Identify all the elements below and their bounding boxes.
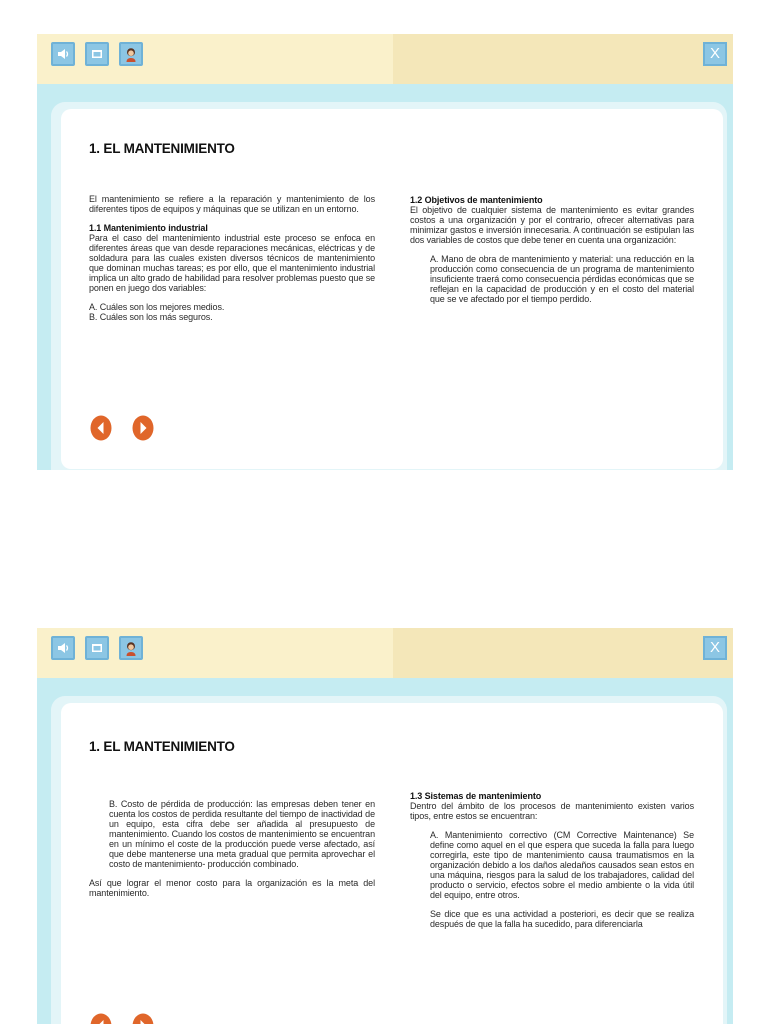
arrow-left-icon (90, 1013, 112, 1024)
audio-button[interactable] (51, 42, 75, 66)
speaker-icon (56, 47, 70, 61)
arrow-left-icon (90, 415, 112, 441)
list-item-a-corrective: A. Mantenimiento correctivo (CM Corrective Maintenance) Se define como aquel en el que espera que suceda la falla para luego corregirla, este tipo de mantenimiento causa traumatismos en la organización debido a los daños aledaños causados sean estos en una máquina, riesgos para la salud de los trabajadores, calidad del producto o servicio, efectos sobre el medio ambiente o la vida útil del equipo, entre otros. (430, 830, 694, 900)
top-toolbar (37, 628, 733, 678)
person-icon (123, 46, 139, 62)
list-item-b: B. Cuáles son los más seguros. (89, 312, 213, 322)
list-item-a: A. Cuáles son los mejores medios. (89, 302, 225, 312)
section-body-1-3: Dentro del ámbito de los procesos de mantenimiento existen varios tipos, entre estos se encuentran: (410, 801, 694, 821)
section-heading-1-1: 1.1 Mantenimiento industrial (89, 223, 208, 233)
slide-2 (37, 628, 733, 1024)
right-column (410, 791, 694, 938)
window-icon (90, 641, 104, 655)
fullscreen-button[interactable] (85, 636, 109, 660)
content-card (61, 109, 723, 469)
slide-1 (37, 34, 733, 470)
left-column (89, 194, 375, 322)
content-card (61, 703, 723, 1024)
right-column (410, 195, 694, 313)
intro-text: El mantenimiento se refiere a la reparación y mantenimiento de los diferentes tipos de equipos y máquinas que se utilizan en un entorno. (89, 194, 375, 214)
page-title: 1. EL MANTENIMIENTO (89, 141, 235, 156)
close-button[interactable]: X (703, 636, 727, 660)
profile-button[interactable] (119, 42, 143, 66)
prev-button[interactable] (90, 1013, 112, 1024)
prev-button[interactable] (90, 415, 112, 441)
window-icon (90, 47, 104, 61)
toolbar-shade (393, 628, 733, 678)
section-body-1-2: El objetivo de cualquier sistema de mantenimiento es evitar grandes costos a una organización y por el contrario, ofrecer alternativas para minimizar gastos e inversión innecesaria. A continuación se estipulan las dos variables de costos que debe tener en cuenta una organización: (410, 205, 694, 245)
list-item-a-cost: A. Mano de obra de mantenimiento y material: una reducción en la producción como consecuencia de un programa de mantenimiento insuficiente traerá como consecuencia pérdidas económicas que se reflejan en la capacidad de producción y en el costo del material que se ve afectado por el tiempo perdido. (430, 254, 694, 304)
next-button[interactable] (132, 1013, 154, 1024)
conclusion-text: Así que lograr el menor costo para la organización es la meta del mantenimiento. (89, 878, 375, 898)
next-button[interactable] (132, 415, 154, 441)
section-heading-1-2: 1.2 Objetivos de mantenimiento (410, 195, 543, 205)
person-icon (123, 640, 139, 656)
page-title: 1. EL MANTENIMIENTO (89, 739, 235, 754)
section-body-1-1: Para el caso del mantenimiento industrial este proceso se enfoca en diferentes áreas que van desde reparaciones mecánicas, eléctricas y de soldadura para las cuales existen diversos técnicos de mantenimiento que dominan muchas tareas; es por ello, que el mantenimiento industrial implica un alto grado de habilidad para resolver problemas puesto que se ponen en juego dos variables: (89, 233, 375, 293)
arrow-right-icon (132, 415, 154, 441)
list-item-b-cost: B. Costo de pérdida de producción: las empresas deben tener en cuenta los costos de perdida resultante del tiempo de inactividad de un equipo, esta cifra debe ser añadida al presupuesto de mantenimiento. Cuando los costos de mantenimiento se encuentran en un mínimo el coste de la producción puede verse afectado, así que debe mantenerse una meta gradual que permita aprovechar el costo de mantenimiento- producción combinado. (109, 799, 375, 869)
audio-button[interactable] (51, 636, 75, 660)
close-button[interactable]: X (703, 42, 727, 66)
list-item-a-continued: Se dice que es una actividad a posteriori, es decir que se realiza después de que la falla ha sucedido, para diferenciarla (430, 909, 694, 929)
toolbar-shade (393, 34, 733, 84)
top-toolbar (37, 34, 733, 84)
speaker-icon (56, 641, 70, 655)
fullscreen-button[interactable] (85, 42, 109, 66)
profile-button[interactable] (119, 636, 143, 660)
section-heading-1-3: 1.3 Sistemas de mantenimiento (410, 791, 542, 801)
arrow-right-icon (132, 1013, 154, 1024)
left-column (89, 799, 375, 907)
